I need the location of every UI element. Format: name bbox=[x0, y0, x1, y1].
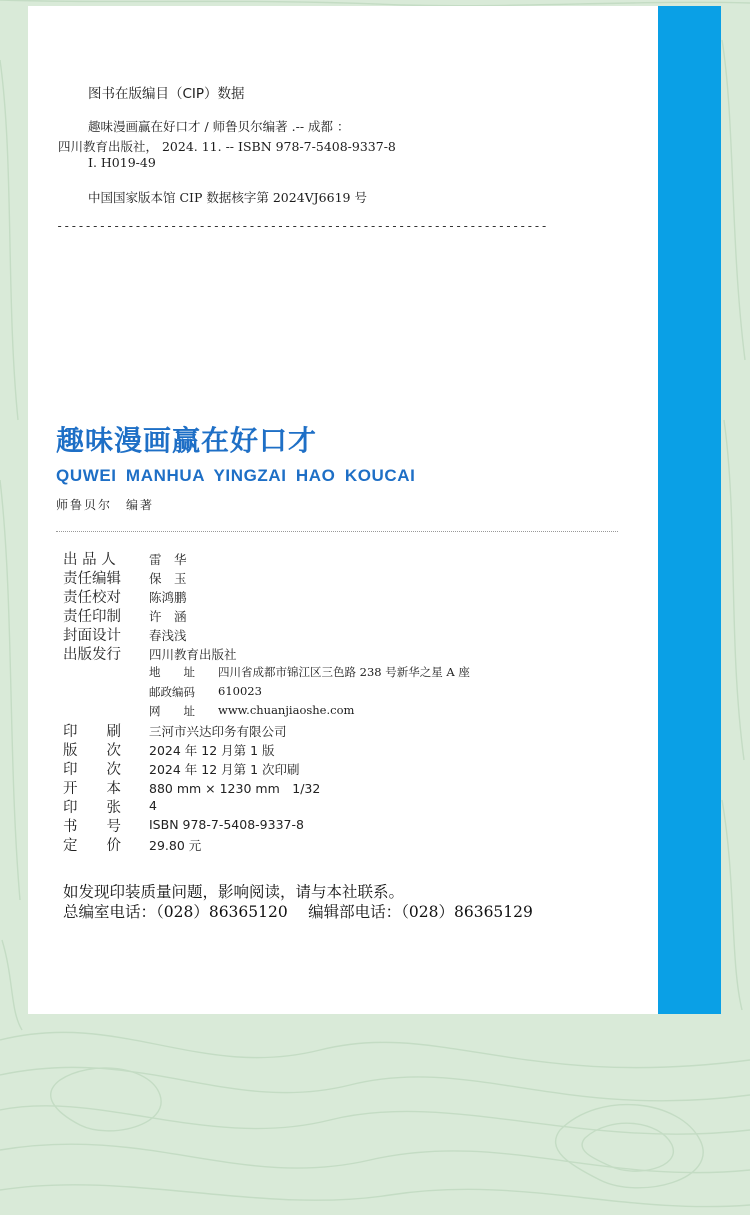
spec-label: 版 次 bbox=[63, 743, 121, 759]
spec-label: 印 张 bbox=[63, 800, 121, 816]
dotted-divider bbox=[56, 531, 618, 532]
contact-phones: 总编室电话：（028）86365120 编辑部电话：（028）86365129 bbox=[63, 903, 533, 921]
publisher-detail-label: 邮政编码 bbox=[149, 685, 195, 699]
credit-label: 责任编辑 bbox=[63, 571, 121, 587]
credit-label: 封面设计 bbox=[63, 628, 121, 644]
spec-value: 4 bbox=[149, 798, 157, 813]
spec-value: 880 mm × 1230 mm 1/32 bbox=[149, 781, 321, 796]
credit-value: 雷 华 bbox=[149, 552, 187, 567]
book-author: 师鲁贝尔 编著 bbox=[56, 498, 155, 512]
spec-value: 29.80 元 bbox=[149, 838, 202, 853]
spec-value: 2024 年 12 月第 1 次印刷 bbox=[149, 762, 300, 777]
credit-value: 保 玉 bbox=[149, 571, 187, 586]
credit-label: 责任印制 bbox=[63, 609, 121, 625]
credit-label: 责任校对 bbox=[63, 590, 121, 606]
publisher-postcode: 610023 bbox=[218, 684, 262, 698]
spec-value: 2024 年 12 月第 1 版 bbox=[149, 743, 275, 758]
cip-line-4: 中国国家版本馆 CIP 数据核字第 2024VJ6619 号 bbox=[88, 190, 367, 205]
credit-value: 陈鸿鹏 bbox=[149, 590, 187, 605]
spec-label: 书 号 bbox=[63, 819, 121, 835]
credit-label: 出 品 人 bbox=[63, 552, 116, 568]
spec-label: 印 刷 bbox=[63, 724, 121, 740]
cip-separator: --------------------------------------------------------------------- bbox=[56, 219, 548, 233]
cip-line-3: Ⅰ. H019-49 bbox=[88, 155, 156, 170]
cip-heading: 图书在版编目（CIP）数据 bbox=[88, 86, 245, 102]
cip-line-1: 趣味漫画赢在好口才 / 师鲁贝尔编著 .-- 成都 ： bbox=[88, 119, 350, 134]
spec-label: 开 本 bbox=[63, 781, 121, 797]
quality-notice: 如发现印装质量问题，影响阅读，请与本社联系。 bbox=[63, 883, 405, 901]
publisher-detail-label: 网 址 bbox=[149, 704, 195, 718]
credit-value: 许 涵 bbox=[149, 609, 187, 624]
spec-label: 定 价 bbox=[63, 838, 121, 854]
publisher-address: 四川省成都市锦江区三色路 238 号新华之星 A 座 bbox=[218, 665, 470, 679]
book-title: 趣味漫画赢在好口才 bbox=[56, 424, 318, 457]
cip-line-2: 四川教育出版社， 2024. 11. -- ISBN 978-7-5408-9337-8 bbox=[58, 139, 396, 154]
publisher-website: www.chuanjiaoshe.com bbox=[218, 703, 355, 717]
spec-label: 印 次 bbox=[63, 762, 121, 778]
accent-bar bbox=[658, 6, 721, 1014]
credit-value: 春浅浅 bbox=[149, 628, 187, 643]
spec-value: ISBN 978-7-5408-9337-8 bbox=[149, 817, 304, 832]
credit-label: 出版发行 bbox=[63, 647, 121, 663]
publisher-detail-label: 地 址 bbox=[149, 665, 195, 679]
credit-value: 四川教育出版社 bbox=[149, 647, 237, 662]
spec-value: 三河市兴达印务有限公司 bbox=[149, 724, 287, 739]
book-pinyin-title: QUWEI MANHUA YINGZAI HAO KOUCAI bbox=[56, 466, 416, 485]
